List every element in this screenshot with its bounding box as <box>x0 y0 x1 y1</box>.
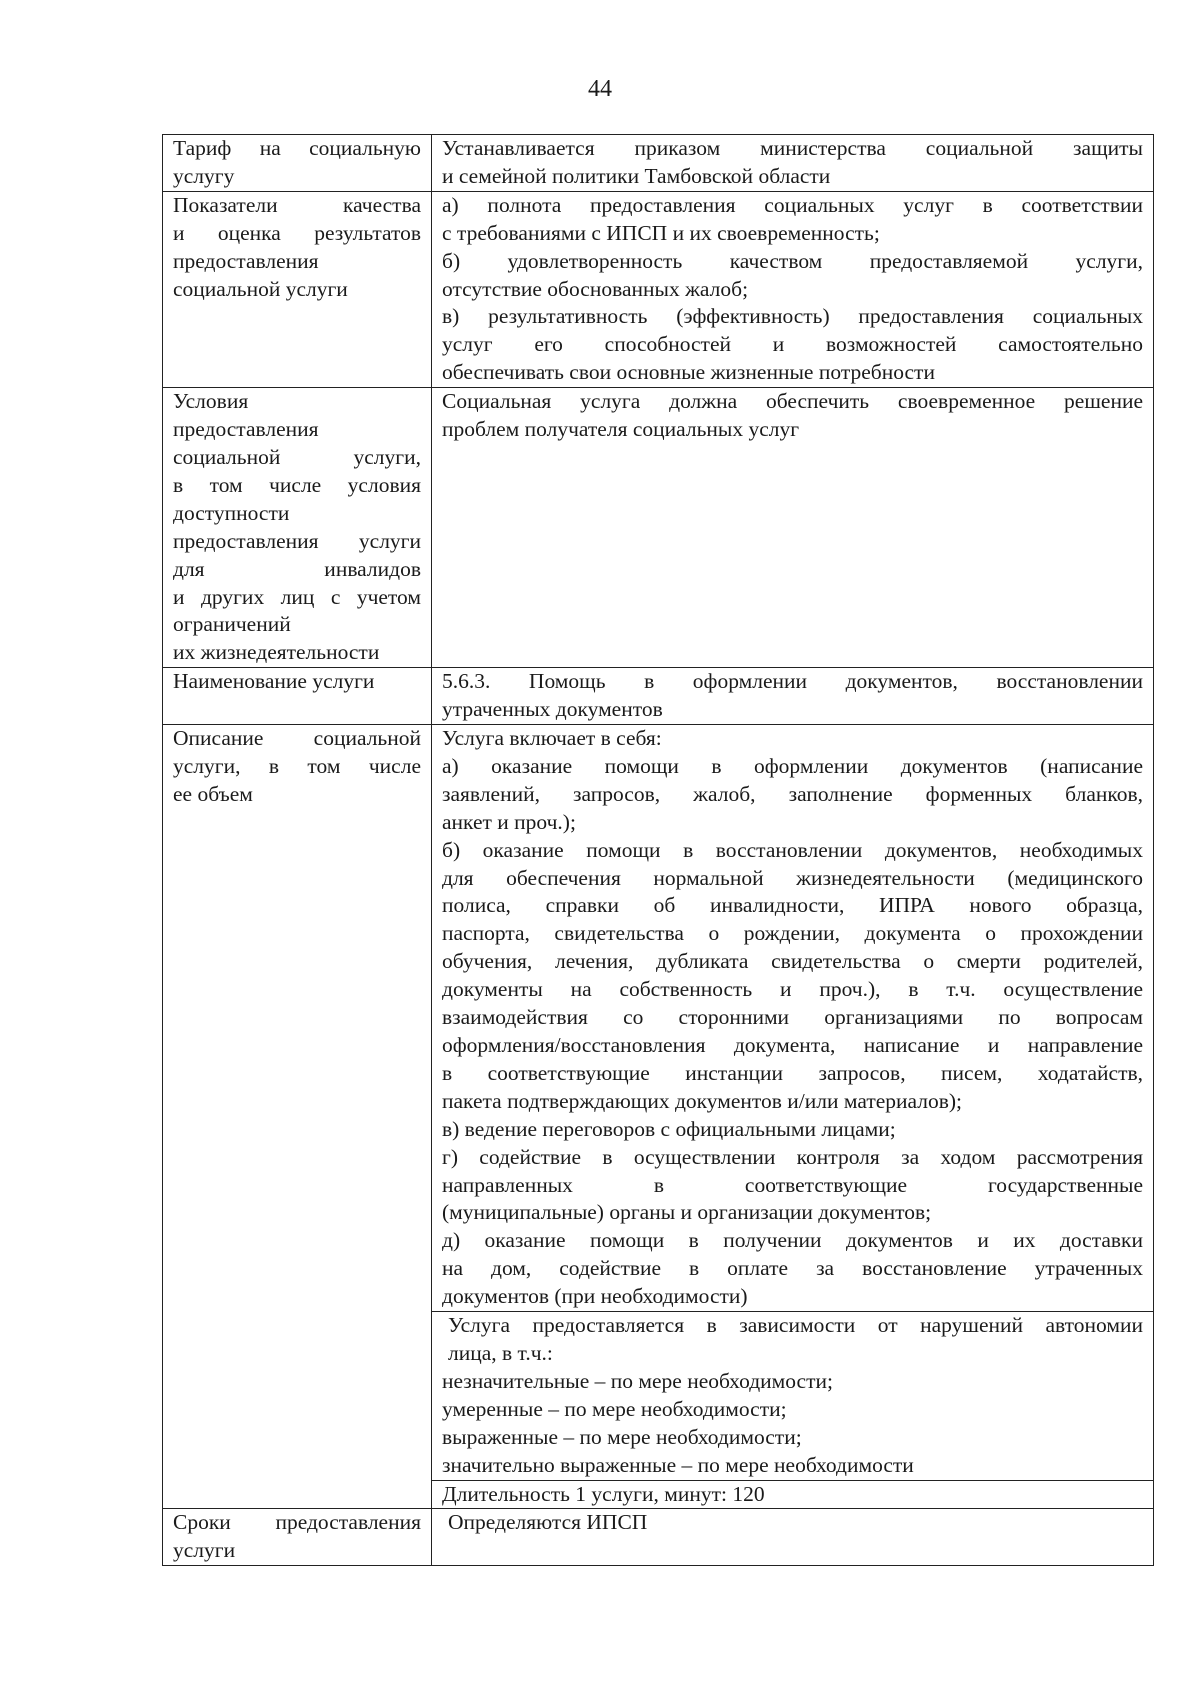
content-line: и семейной политики Тамбовской области <box>442 163 831 188</box>
row-label-description <box>163 725 432 1509</box>
content-line: полиса, справки об инвалидности, ИПРА нового образца, <box>442 893 1143 918</box>
content-line: для обеспечения нормальной жизнедеятельности (медицинского <box>442 865 1143 890</box>
label-line: и оценка результатов <box>173 220 421 245</box>
content-line: а) оказание помощи в оформлении документов (написание <box>442 753 1143 778</box>
label-line: услуги <box>173 1538 236 1563</box>
label-line: Тариф на социальную <box>173 136 421 160</box>
label-line: Наименование услуги <box>173 669 375 694</box>
row-content-duration <box>432 1480 1154 1509</box>
row-content-autonomy <box>432 1312 1154 1480</box>
content-line: с требованиями с ИПСП и их своевременность; <box>442 220 880 245</box>
row-content-tariff <box>432 135 1154 192</box>
content-line: Услуга включает в себя: <box>442 726 662 751</box>
content-line: обеспечивать свои основные жизненные потребности <box>442 360 935 385</box>
table-row-description <box>163 725 1154 1312</box>
content-line: оформления/восстановления документа, написание и направление <box>442 1033 1143 1057</box>
content-line: (муниципальные) органы и организации документов; <box>442 1200 932 1225</box>
content-line: документы на собственность и проч.), в т.ч. осуществление <box>442 977 1143 1002</box>
label-line: и других лиц с учетом <box>173 584 421 609</box>
content-line: выраженные – по мере необходимости; <box>442 1424 802 1449</box>
label-line: предоставления <box>173 417 319 442</box>
content-line: незначительные – по мере необходимости; <box>442 1368 833 1393</box>
label-line: социальной услуги, <box>173 444 421 469</box>
table-row-tariff <box>163 135 1154 192</box>
content-line: отсутствие обоснованных жалоб; <box>442 276 749 301</box>
content-line: значительно выраженные – по мере необходимости <box>442 1452 914 1477</box>
content-line: Длительность 1 услуги, минут: 120 <box>442 1481 765 1506</box>
row-content-description <box>432 725 1154 1312</box>
content-line: направленных в соответствующие государственные <box>442 1172 1143 1197</box>
content-line: заявлений, запросов, жалоб, заполнение форменных бланков, <box>442 781 1143 806</box>
label-line: социальной услуги <box>173 276 348 301</box>
content-line: Услуга предоставляется в зависимости от нарушений автономии <box>448 1313 1143 1338</box>
row-content-quality <box>432 191 1154 387</box>
row-label-service-name <box>163 668 432 725</box>
label-line: Сроки предоставления <box>173 1510 421 1535</box>
label-line: Описание социальной <box>173 726 421 751</box>
content-line: паспорта, свидетельства о рождении, документа о прохождении <box>442 921 1143 946</box>
label-line: их жизнедеятельности <box>173 640 380 665</box>
content-line: Устанавливается приказом министерства социальной защиты <box>442 136 1143 160</box>
content-line: а) полнота предоставления социальных услуг в соответствии <box>442 192 1143 217</box>
label-line: ограничений <box>173 612 291 637</box>
label-line: для инвалидов <box>173 556 421 581</box>
row-label-quality <box>163 191 432 387</box>
content-line: обучения, лечения, дубликата свидетельства о смерти родителей, <box>442 949 1143 974</box>
table-row-terms <box>163 1509 1154 1566</box>
row-content-conditions <box>432 388 1154 668</box>
content-line: услуг его способностей и возможностей самостоятельно <box>442 332 1143 357</box>
content-line: утраченных документов <box>442 697 663 722</box>
content-line: б) удовлетворенность качеством предоставляемой услуги, <box>442 248 1143 273</box>
service-table <box>162 134 1154 1566</box>
label-line: Показатели качества <box>173 192 421 217</box>
table-row-quality <box>163 191 1154 387</box>
content-line: пакета подтверждающих документов и/или материалов); <box>442 1088 963 1113</box>
page-number: 44 <box>588 76 612 102</box>
row-content-service-name <box>432 668 1154 725</box>
row-content-terms <box>432 1509 1154 1566</box>
content-line: в соответствующие инстанции запросов, писем, ходатайств, <box>442 1060 1143 1085</box>
row-label-terms <box>163 1509 432 1566</box>
content-line: умеренные – по мере необходимости; <box>442 1396 787 1421</box>
row-label-conditions <box>163 388 432 668</box>
row-label-tariff <box>163 135 432 192</box>
label-line: в том числе условия <box>173 472 421 497</box>
content-line: г) содействие в осуществлении контроля за ходом рассмотрения <box>442 1144 1143 1169</box>
content-line: Определяются ИПСП <box>448 1510 648 1535</box>
label-line: доступности <box>173 500 290 525</box>
content-line: документов (при необходимости) <box>442 1284 748 1309</box>
content-line: Социальная услуга должна обеспечить своевременное решение <box>442 389 1143 414</box>
label-line: ее объем <box>173 781 253 806</box>
label-line: предоставления услуги <box>173 528 421 553</box>
content-line: на дом, содействие в оплате за восстановление утраченных <box>442 1256 1143 1281</box>
label-line: предоставления <box>173 248 319 273</box>
table-row-conditions <box>163 388 1154 668</box>
table-row-service-name <box>163 668 1154 725</box>
content-line: взаимодействия со сторонними организациями по вопросам <box>442 1005 1143 1030</box>
content-line: анкет и проч.); <box>442 809 576 834</box>
content-line: лица, в т.ч.: <box>448 1340 553 1365</box>
content-line: в) результативность (эффективность) предоставления социальных <box>442 304 1143 329</box>
label-line: Условия <box>173 389 249 414</box>
label-line: услуги, в том числе <box>173 753 421 778</box>
content-line: проблем получателя социальных услуг <box>442 417 800 442</box>
label-line: услугу <box>173 163 235 188</box>
content-line: б) оказание помощи в восстановлении документов, необходимых <box>442 837 1143 862</box>
content-line: д) оказание помощи в получении документов и их доставки <box>442 1228 1143 1253</box>
content-line: в) ведение переговоров с официальными лицами; <box>442 1116 896 1141</box>
content-line: 5.6.3. Помощь в оформлении документов, восстановлении <box>442 669 1143 694</box>
